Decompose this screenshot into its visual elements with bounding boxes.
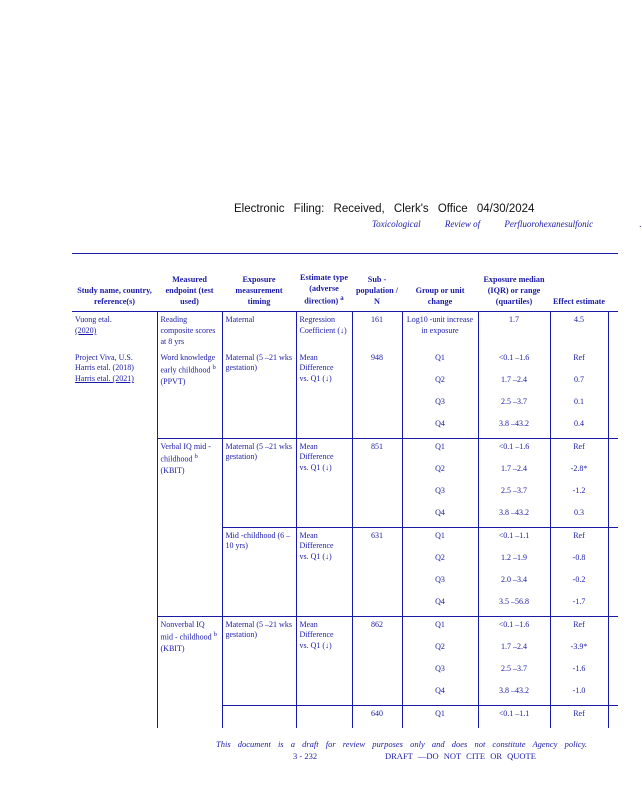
estimate-type-text: Mean Difference	[299, 530, 334, 551]
study-reference: (2020)	[75, 325, 97, 335]
effect-cell: -2.8*	[550, 461, 608, 483]
estimate-type-cell	[296, 350, 352, 439]
filing-stamp: Electronic Filing: Received, Clerk's Office 04/30/2024	[234, 203, 535, 215]
footer-disclaimer: This document is a draft for review purposes only and does not constitute Agency policy.	[216, 739, 588, 749]
effect-cell: -0.8	[550, 550, 608, 572]
timing-cell: Mid -childhood (6 –10 yrs)	[222, 527, 296, 616]
exposure-cell: 3.8 –43.2	[478, 683, 550, 706]
effect-cell: -1.7	[550, 594, 608, 617]
group-cell: Log10 -unit increase in exposure	[402, 312, 478, 350]
timing-cell: Maternal (5 –21 wks gestation)	[222, 438, 296, 527]
running-title-part: Toxicological	[372, 219, 421, 229]
group-cell: Q3	[402, 572, 478, 594]
effect-cell: -1.0	[550, 683, 608, 706]
exposure-cell: <0.1 –1.6	[478, 438, 550, 461]
effect-cell: -0.2	[550, 572, 608, 594]
exposure-cell: 1.7 –2.4	[478, 461, 550, 483]
page-number: 3 - 232	[293, 751, 318, 761]
effect-cell: 0.1	[550, 394, 608, 416]
exposure-cell: <0.1 –1.6	[478, 616, 550, 639]
spacer-cell	[608, 639, 618, 661]
header-n: Sub - population / N	[352, 254, 402, 312]
n-cell: 640	[352, 705, 402, 728]
group-cell: Q4	[402, 594, 478, 617]
study-name: Project Viva, U.S.	[75, 352, 133, 362]
estimate-type-cell	[296, 705, 352, 728]
exposure-cell: 1.2 –1.9	[478, 550, 550, 572]
group-cell: Q1	[402, 438, 478, 461]
results-table	[72, 254, 618, 728]
n-cell: 948	[352, 350, 402, 439]
effect-cell: 0.7	[550, 372, 608, 394]
header-effect: Effect estimate	[550, 254, 608, 312]
group-cell: Q4	[402, 505, 478, 528]
endpoint-test: (PPVT)	[160, 376, 186, 386]
spacer-cell	[608, 705, 618, 728]
spacer-cell	[608, 527, 618, 550]
spacer-cell	[608, 616, 618, 639]
spacer-cell	[608, 350, 618, 372]
endpoint-text: Nonverbal IQ mid - childhood	[160, 619, 212, 642]
group-cell: Q4	[402, 683, 478, 706]
exposure-cell: <0.1 –1.1	[478, 527, 550, 550]
estimate-type-cell	[296, 438, 352, 527]
table-row	[72, 312, 618, 350]
exposure-cell: 3.5 –56.8	[478, 594, 550, 617]
exposure-cell: 2.5 –3.7	[478, 661, 550, 683]
header-timing: Exposure measurement timing	[222, 254, 296, 312]
group-cell: Q3	[402, 661, 478, 683]
exposure-cell: <0.1 –1.6	[478, 350, 550, 372]
n-cell: 161	[352, 312, 402, 350]
exposure-cell: 3.8 –43.2	[478, 416, 550, 439]
footnote-marker: a	[340, 295, 344, 303]
exposure-cell: 3.8 –43.2	[478, 505, 550, 528]
timing-cell	[222, 705, 296, 728]
spacer-cell	[608, 483, 618, 505]
estimate-type-comparison: vs. Q1 (↓)	[299, 641, 332, 651]
group-cell: Q1	[402, 705, 478, 728]
spacer-cell	[608, 661, 618, 683]
header-row	[72, 254, 618, 312]
effect-cell: Ref	[550, 616, 608, 639]
group-cell: Q1	[402, 350, 478, 372]
effect-cell: Ref	[550, 438, 608, 461]
running-title-part: .	[639, 219, 642, 229]
table-row	[72, 438, 618, 461]
exposure-cell: 1.7 –2.4	[478, 639, 550, 661]
spacer-cell	[608, 594, 618, 617]
effect-cell: -3.9*	[550, 639, 608, 661]
effect-cell: Ref	[550, 705, 608, 728]
spacer-cell	[608, 505, 618, 528]
header-group: Group or unit change	[402, 254, 478, 312]
spacer-cell	[608, 372, 618, 394]
endpoint-cell	[157, 350, 222, 439]
group-cell: Q3	[402, 483, 478, 505]
footnote-marker: b	[194, 453, 198, 461]
effect-cell: -1.6	[550, 661, 608, 683]
effect-cell: Ref	[550, 527, 608, 550]
study-reference: Harris etal. (2021)	[75, 374, 134, 384]
running-title-part: Review of	[444, 219, 481, 229]
exposure-cell: 2.5 –3.7	[478, 483, 550, 505]
study-name: Vuong etal.	[75, 315, 112, 324]
group-cell: Q2	[402, 461, 478, 483]
study-cell-continued	[72, 438, 157, 728]
effect-cell: -1.2	[550, 483, 608, 505]
effect-cell: 4.5	[550, 312, 608, 350]
endpoint-text: Word knowledge early childhood	[160, 352, 216, 375]
group-cell: Q4	[402, 416, 478, 439]
estimate-type-comparison: vs. Q1 (↓)	[299, 552, 332, 562]
endpoint-cell: Reading composite scores at 8 yrs	[157, 312, 222, 350]
exposure-cell: <0.1 –1.1	[478, 705, 550, 728]
study-cell	[72, 312, 157, 350]
estimate-type-text: Mean Difference	[299, 441, 334, 462]
estimate-type-comparison: vs. Q1 (↓)	[299, 374, 332, 384]
draft-notice: DRAFT —DO NOT CITE OR QUOTE	[385, 751, 536, 761]
header-estimate-type-text: Estimate type (adverse direction)	[300, 273, 348, 306]
exposure-cell: 2.0 –3.4	[478, 572, 550, 594]
endpoint-text: Verbal IQ mid - childhood	[160, 441, 211, 464]
timing-cell: Maternal (5 –21 wks gestation)	[222, 616, 296, 705]
timing-cell: Maternal	[222, 312, 296, 350]
exposure-cell: 1.7	[478, 312, 550, 350]
running-title	[372, 219, 642, 229]
group-cell: Q3	[402, 394, 478, 416]
estimate-type-cell	[296, 616, 352, 705]
footnote-marker: b	[213, 631, 217, 639]
effect-cell: Ref	[550, 350, 608, 372]
endpoint-cell	[157, 616, 222, 728]
header-study: Study name, country, reference(s)	[72, 254, 157, 312]
n-cell: 631	[352, 527, 402, 616]
table-row	[72, 350, 618, 372]
endpoint-test: (KBIT)	[160, 465, 185, 475]
spacer-cell	[608, 572, 618, 594]
spacer-cell	[608, 461, 618, 483]
group-cell: Q1	[402, 616, 478, 639]
spacer-cell	[608, 683, 618, 706]
effect-cell: 0.4	[550, 416, 608, 439]
estimate-type-comparison: vs. Q1 (↓)	[299, 463, 332, 473]
n-cell: 851	[352, 438, 402, 527]
estimate-type-cell: Regression Coefficient (↓)	[296, 312, 352, 350]
spacer-cell	[608, 438, 618, 461]
running-title-part: Perfluorohexanesulfonic	[504, 219, 594, 229]
group-cell: Q2	[402, 550, 478, 572]
endpoint-cell	[157, 438, 222, 616]
header-endpoint: Measured endpoint (test used)	[157, 254, 222, 312]
estimate-type-cell	[296, 527, 352, 616]
header-estimate-type	[296, 254, 352, 312]
exposure-cell: 2.5 –3.7	[478, 394, 550, 416]
spacer-cell	[608, 394, 618, 416]
group-cell: Q2	[402, 372, 478, 394]
group-cell: Q2	[402, 639, 478, 661]
header-spacer	[608, 254, 618, 312]
endpoint-test: (KBIT)	[160, 643, 185, 653]
spacer-cell	[608, 550, 618, 572]
spacer-cell	[608, 416, 618, 439]
estimate-type-text: Mean Difference	[299, 352, 334, 373]
timing-cell: Maternal (5 –21 wks gestation)	[222, 350, 296, 439]
study-cell	[72, 350, 157, 439]
study-reference: Harris etal. (2018)	[75, 363, 134, 373]
footnote-marker: b	[212, 364, 216, 372]
header-exposure: Exposure median (IQR) or range (quartiles)	[478, 254, 550, 312]
n-cell: 862	[352, 616, 402, 705]
estimate-type-text: Mean Difference	[299, 619, 334, 640]
effect-cell: 0.3	[550, 505, 608, 528]
exposure-cell: 1.7 –2.4	[478, 372, 550, 394]
spacer-cell	[608, 312, 618, 350]
group-cell: Q1	[402, 527, 478, 550]
